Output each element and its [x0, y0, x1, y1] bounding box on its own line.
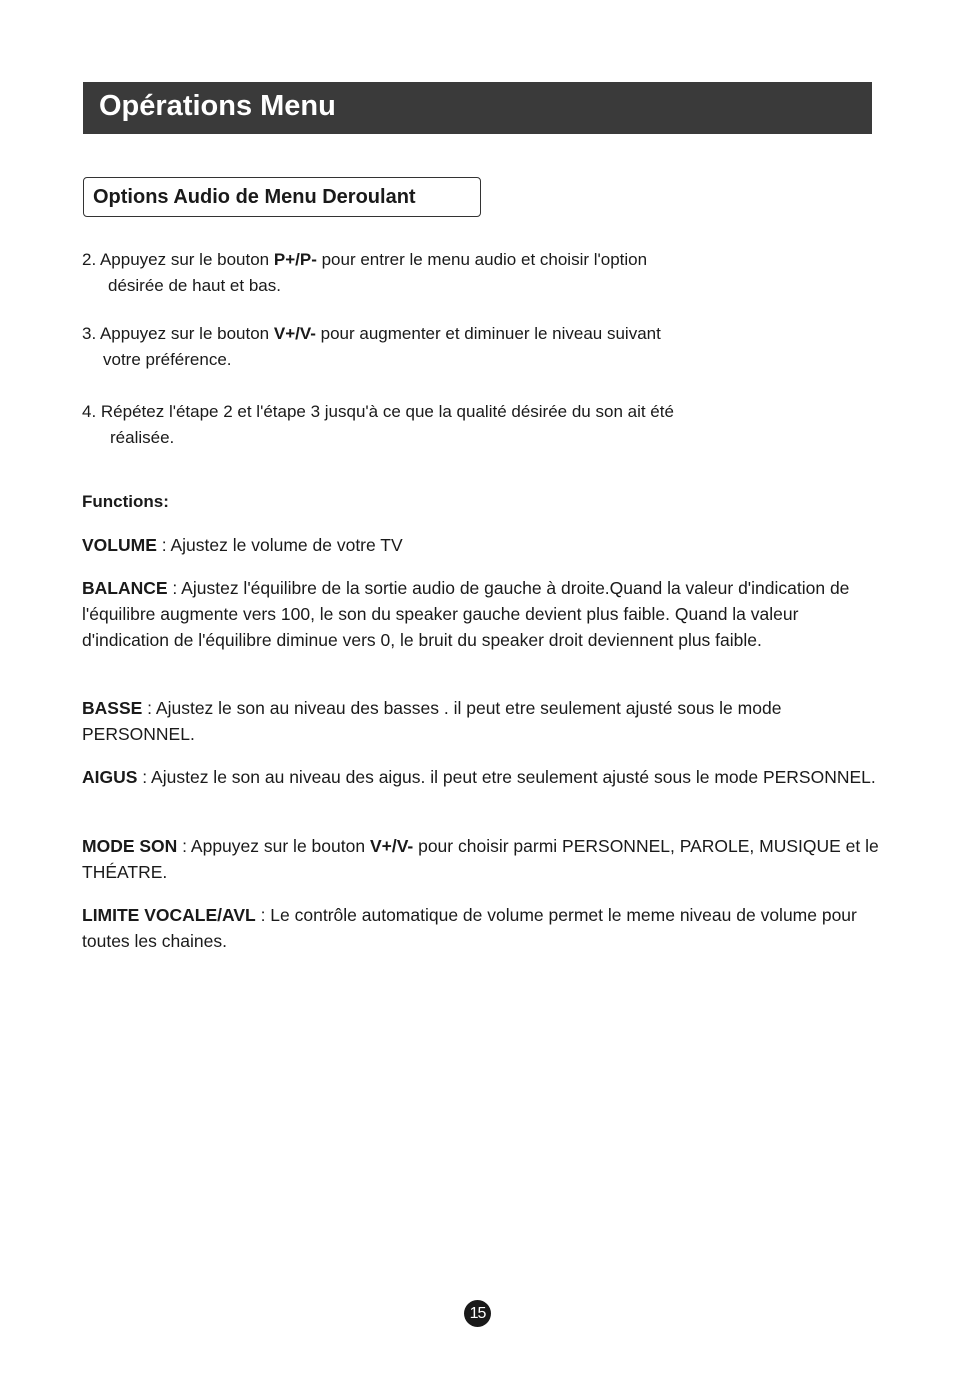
function-label: BALANCE [82, 578, 168, 598]
function-text: : Ajustez le son au niveau des aigus. il peut etre seulement ajusté sous le mode PERSONNEL. [137, 767, 876, 787]
functions-heading: Functions: [82, 492, 169, 511]
step-continuation: votre préférence. [103, 350, 232, 369]
function-text: : Le contrôle automatique de volume permet le meme niveau de volume pour toutes les chaines. [82, 905, 857, 951]
function-key: V+/V- [369, 836, 414, 856]
function-text: : Ajustez l'équilibre de la sortie audio de gauche à droite.Quand la valeur d'indication de l'équilibre augmente vers 100, le son du speaker gauche devient plus faible. Quand la valeur d'indication de l'équilibre diminue vers 0, le bruit du speaker droit deviennent plus faible. [82, 578, 850, 650]
function-label: LIMITE VOCALE/AVL [82, 905, 256, 925]
function-limite-vocale [82, 902, 882, 954]
page-title: Opérations Menu [99, 90, 336, 122]
function-label: BASSE [82, 698, 143, 718]
function-text: : Ajustez le volume de votre TV [156, 535, 403, 555]
step-4 [82, 399, 674, 451]
page-number-badge: 15 [464, 1300, 491, 1327]
function-label: MODE SON [82, 836, 178, 856]
step-3 [82, 321, 661, 373]
function-label: AIGUS [82, 767, 138, 787]
step-continuation: réalisée. [110, 428, 175, 447]
function-balance [82, 575, 882, 653]
function-text: : Appuyez sur le bouton [177, 836, 370, 856]
step-2 [82, 247, 647, 299]
function-text: : Ajustez le son au niveau des basses . il peut etre seulement ajusté sous le mode PERSONNEL. [82, 698, 782, 744]
step-text: pour entrer le menu audio et choisir l'option [316, 250, 648, 269]
function-volume [82, 532, 882, 558]
function-basse [82, 695, 882, 747]
function-aigus [82, 764, 882, 790]
function-mode-son [82, 833, 882, 885]
function-label: VOLUME [82, 535, 157, 555]
section-title-box [83, 177, 481, 217]
step-text: 2. Appuyez sur le bouton [82, 250, 274, 269]
step-text: pour augmenter et diminuer le niveau suivant [315, 324, 661, 343]
step-key: P+/P- [273, 250, 317, 269]
step-text: 4. Répétez l'étape 2 et l'étape 3 jusqu'à ce que la qualité désirée du son ait été [82, 402, 674, 421]
section-title: Options Audio de Menu Deroulant [93, 186, 416, 208]
step-text: 3. Appuyez sur le bouton [82, 324, 274, 343]
step-continuation: désirée de haut et bas. [108, 276, 281, 295]
header-bar [83, 82, 872, 134]
function-text: pour choisir parmi PERSONNEL, PAROLE, MUSIQUE et le THÉATRE. [82, 836, 879, 882]
step-key: V+/V- [273, 324, 316, 343]
